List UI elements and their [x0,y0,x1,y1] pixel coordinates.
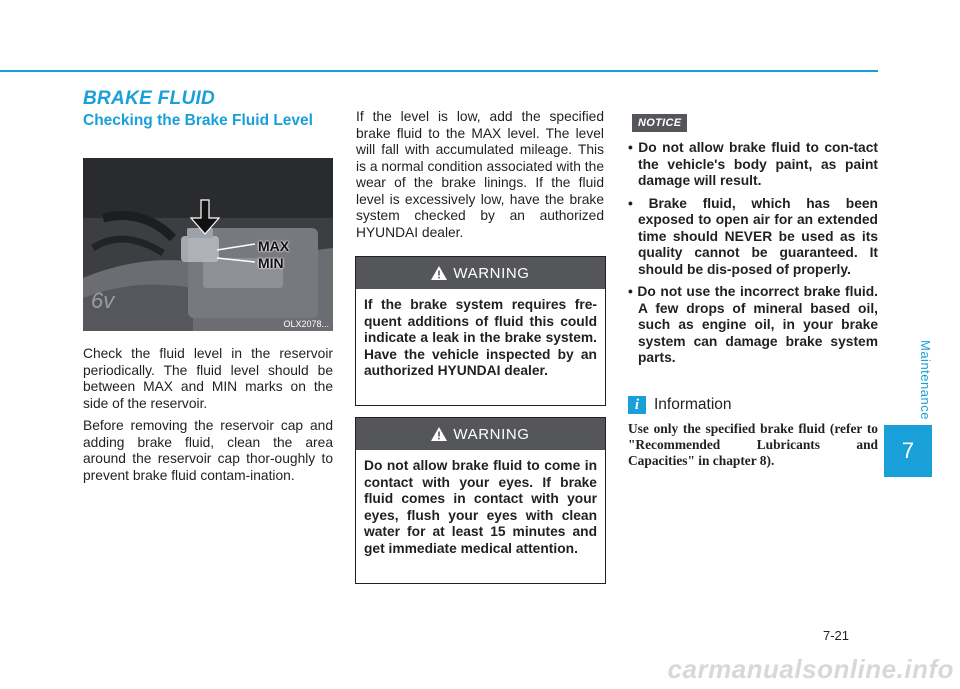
notice-badge: NOTICE [632,114,687,132]
warning-label: WARNING [453,425,530,443]
paragraph: Check the fluid level in the reservoir periodically. The fluid level should be between MAX and MIN marks on the side of the reservoir. [83,346,333,411]
warning-text: If the brake system requires fre-quent additions of fluid this could indicate a leak in the brake system. Have the vehicle inspected by an authorized HYUNDAI dealer. [364,297,597,378]
warning-triangle-icon [431,266,447,280]
warning-box [355,417,606,584]
svg-text:6v: 6v [91,288,115,313]
paragraph: If the level is low, add the specified brake fluid to the MAX level. The level will fall with accumulated mileage. This is a normal condition associated with the wear of the brake linings. If the fluid level is excessively low, have the brake system checked by an authorized HYUNDAI dealer. [356,109,604,240]
notice-item-text: Brake fluid, which has been exposed to open air for an extended time should NEVER be used as its quality cannot be guaranteed. It should be dis-posed of properly. [638,195,878,277]
notice-item: • Brake fluid, which has been exposed to open air for an extended time should NEVER be used as its quality cannot be guaranteed. It should be dis-posed of properly. [628,195,878,277]
photo-caption: OLX2078... [283,319,329,329]
information-heading [628,396,732,414]
chapter-number: 7 [884,425,932,477]
warning-text: Do not allow brake fluid to come in contact with your eyes. If brake fluid comes in contact with your eyes, flush your eyes with clean water for at least 15 minutes and get immediate medical attention. [364,458,597,556]
page-number: 7-21 [823,628,850,643]
section-title: BRAKE FLUID [83,88,216,109]
warning-label: WARNING [453,264,530,282]
engine-bay-photo [83,158,333,331]
notice-list [628,140,878,373]
information-title: Information [654,396,732,413]
notice-item: • Do not use the incorrect brake fluid. A few drops of mineral based oil, such as engine oil, in your brake system can damage brake system parts. [628,284,878,365]
header-rule [0,70,878,72]
info-icon: i [628,396,646,414]
notice-item-text: Do not allow brake fluid to con-tact the vehicle's body paint, as paint damage will result. [638,140,878,188]
warning-box [355,256,606,406]
footer-watermark: carmanualsonline.info [667,654,954,684]
sub-heading: Checking the Brake Fluid Level [83,112,313,129]
notice-item-text: Do not use the incorrect brake fluid. A few drops of mineral based oil, such as engine oil, in your brake system can damage brake system parts. [637,284,878,365]
paragraph: Before removing the reservoir cap and adding brake fluid, clean the area around the reservoir cap thor-oughly to prevent brake fluid contam-ination. [83,418,333,483]
information-text: Use only the specified brake fluid (refer to "Recommended Lubricants and Capacities" in chapter 8). [628,421,878,468]
photo-marker-max: MAX [258,238,290,254]
left-column [83,346,333,490]
warning-header [356,257,605,289]
chapter-tab-label: Maintenance [918,340,933,420]
photo-marker-min: MIN [258,255,284,271]
warning-triangle-icon [431,427,447,441]
warning-header [356,418,605,450]
engine-illustration [83,158,333,331]
notice-item: • Do not allow brake fluid to con-tact the vehicle's body paint, as paint damage will result. [628,140,878,188]
middle-column [356,109,604,247]
